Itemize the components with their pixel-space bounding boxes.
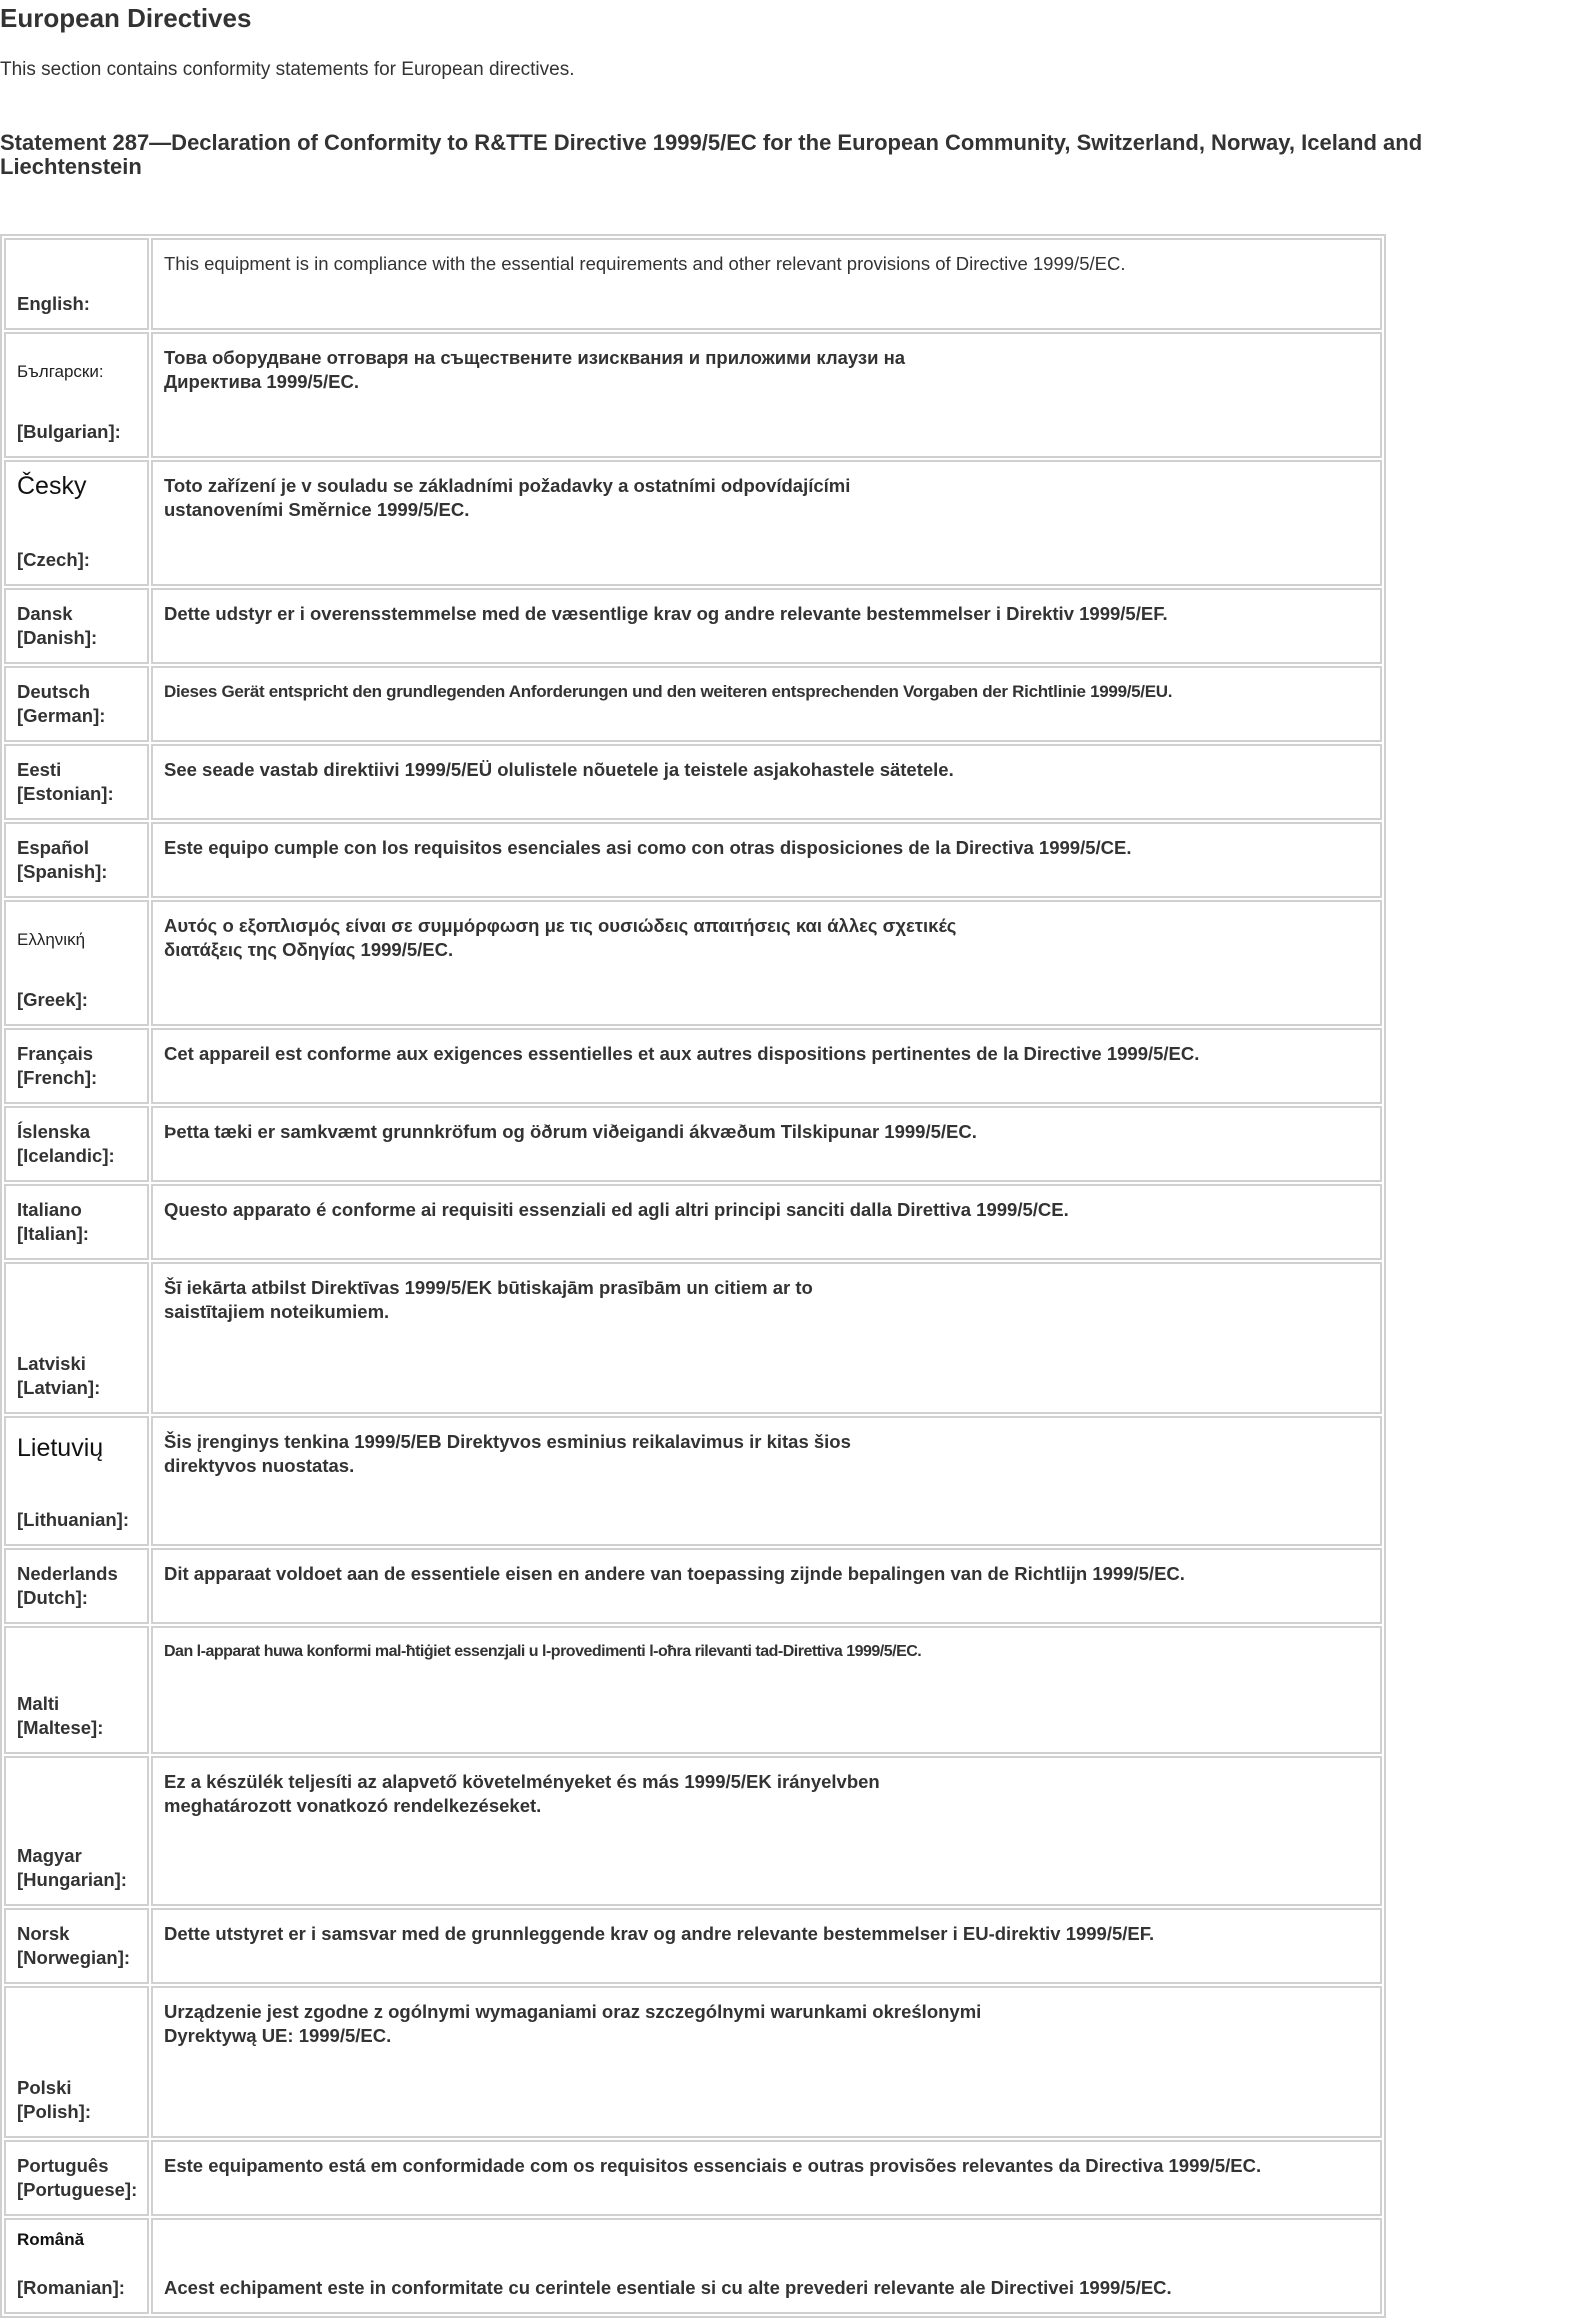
table-row [4,1106,1382,1182]
statement-text: Este equipamento está em conformidade com os requisitos essenciais e outras provisões relevantes da Directiva 1999/5/EC. [151,2140,1382,2216]
statement-text: Este equipo cumple con los requisitos esenciales asi como con otras disposiciones de la Directiva 1999/5/CE. [151,822,1382,898]
table-row [4,822,1382,898]
language-english: [Icelandic]: [17,1145,115,1166]
language-label [4,744,149,820]
language-label [4,1184,149,1260]
table-row [4,2218,1382,2314]
language-english: [Bulgarian]: [17,421,121,442]
language-native: Português [17,2155,109,2176]
table-row [4,1756,1382,1906]
language-native: Ελληνική [17,930,86,949]
statement-text: Това оборудване отговаря на съществените изисквания и приложими клаузи на Директива 1999/5/ЕС. [151,332,1382,458]
language-native: Polski [17,2077,72,2098]
language-native: Español [17,837,89,858]
language-native: Dansk [17,603,73,624]
language-native: Latviski [17,1353,86,1374]
table-row [4,1184,1382,1260]
language-english: [French]: [17,1067,98,1088]
language-label [4,1416,149,1546]
language-english: [Estonian]: [17,783,114,804]
language-label [4,460,149,586]
page-title: European Directives [0,3,252,33]
language-english: [Lithuanian]: [17,1509,130,1530]
language-english: [Romanian]: [17,2277,125,2298]
table-row [4,1908,1382,1984]
table-row [4,1548,1382,1624]
intro-text: This section contains conformity statements for European directives. [0,59,575,80]
language-native: Italiano [17,1199,82,1220]
language-native: Eesti [17,759,62,780]
language-label [4,1262,149,1414]
language-native: Deutsch [17,681,90,702]
statement-text: Urządzenie jest zgodne z ogólnymi wymaganiami oraz szczególnymi warunkami określonymi Dyrektywą UE: 1999/5/EC. [151,1986,1382,2138]
language-label [4,1756,149,1906]
statement-text: Toto zařízení je v souladu se základními požadavky a ostatními odpovídajícími ustanoveními Směrnice 1999/5/EC. [151,460,1382,586]
language-label [4,666,149,742]
language-label [4,1028,149,1104]
language-native: Malti [17,1693,60,1714]
language-english: [Italian]: [17,1223,89,1244]
statement-text: Cet appareil est conforme aux exigences essentielles et aux autres dispositions pertinentes de la Directive 1999/5/EC. [151,1028,1382,1104]
language-native: Íslenska [17,1121,91,1142]
table-row [4,1986,1382,2138]
language-native: Français [17,1043,94,1064]
language-label [4,1908,149,1984]
table-row [4,588,1382,664]
table-row [4,1262,1382,1414]
language-english: [Czech]: [17,549,90,570]
language-native: Česky [17,472,87,500]
language-label [4,1548,149,1624]
statement-text: See seade vastab direktiivi 1999/5/EÜ olulistele nõuetele ja teistele asjakohastele sätetele. [151,744,1382,820]
statement-text: Dette utstyret er i samsvar med de grunnleggende krav og andre relevante bestemmelser i EU-direktiv 1999/5/EF. [151,1908,1382,1984]
language-label [4,1106,149,1182]
language-english: [Maltese]: [17,1717,104,1738]
table-row [4,1626,1382,1754]
language-english: [Norwegian]: [17,1947,131,1968]
statement-text: Ez a készülék teljesíti az alapvető követelményeket és más 1999/5/EK irányelvben meghatározott vonatkozó rendelkezéseket. [151,1756,1382,1906]
statement-text: Dette udstyr er i overensstemmelse med de væsentlige krav og andre relevante bestemmelser i Direktiv 1999/5/EF. [151,588,1382,664]
language-english: English: [17,293,90,314]
table-row [4,666,1382,742]
language-english: [Latvian]: [17,1377,101,1398]
table-row [4,744,1382,820]
table-row [4,1028,1382,1104]
language-english: [Danish]: [17,627,98,648]
table-row [4,238,1382,330]
language-native: Nederlands [17,1563,118,1584]
statement-text: Dit apparaat voldoet aan de essentiele eisen en andere van toepassing zijnde bepalingen van de Richtlijn 1999/5/EC. [151,1548,1382,1624]
language-label [4,238,149,330]
table-row [4,1416,1382,1546]
language-english: [Polish]: [17,2101,91,2122]
statement-text: Dieses Gerät entspricht den grundlegenden Anforderungen und den weiteren entsprechenden Vorgaben der Richtlinie 1999/5/EU. [151,666,1382,742]
statement-text: Questo apparato é conforme ai requisiti essenziali ed agli altri principi sanciti dalla Direttiva 1999/5/CE. [151,1184,1382,1260]
language-label [4,900,149,1026]
language-english: [Greek]: [17,989,88,1010]
language-english: [Dutch]: [17,1587,88,1608]
language-label [4,1626,149,1754]
language-native: Română [17,2230,85,2249]
language-english: [Spanish]: [17,861,108,882]
statement-text: Þetta tæki er samkvæmt grunnkröfum og öðrum viðeigandi ákvæðum Tilskipunar 1999/5/EC. [151,1106,1382,1182]
language-native: Lietuvių [17,1434,104,1462]
statement-text: Šī iekārta atbilst Direktīvas 1999/5/EK būtiskajām prasībām un citiem ar to saistītajiem noteikumiem. [151,1262,1382,1414]
statement-heading: Statement 287—Declaration of Conformity to R&TTE Directive 1999/5/EC for the European Community, Switzerland, Norway, Iceland and Liechtenstein [0,130,1423,179]
statement-text: This equipment is in compliance with the essential requirements and other relevant provisions of Directive 1999/5/EC. [151,238,1382,330]
language-label [4,332,149,458]
language-label [4,1986,149,2138]
conformity-table [0,234,1386,2318]
language-native: Magyar [17,1845,82,1866]
language-english: [German]: [17,705,106,726]
language-english: [Portuguese]: [17,2179,138,2200]
statement-text: Acest echipament este in conformitate cu cerintele esentiale si cu alte prevederi relevante ale Directivei 1999/5/EC. [151,2218,1382,2314]
table-row [4,460,1382,586]
statement-text: Dan l-apparat huwa konformi mal-ħtiġiet essenzjali u l-provedimenti l-oħra rilevanti tad-Direttiva 1999/5/EC. [151,1626,1382,1754]
language-label [4,2218,149,2314]
table-row [4,900,1382,1026]
table-row [4,332,1382,458]
table-row [4,2140,1382,2216]
language-label [4,2140,149,2216]
language-label [4,822,149,898]
language-native: Norsk [17,1923,70,1944]
language-english: [Hungarian]: [17,1869,127,1890]
language-label [4,588,149,664]
language-native: Български: [17,362,104,381]
statement-text: Αυτός ο εξοπλισμός είναι σε συμμόρφωση με τις ουσιώδεις απαιτήσεις και άλλες σχετικές διατάξεις της Οδηγίας 1999/5/EC. [151,900,1382,1026]
statement-text: Šis įrenginys tenkina 1999/5/EB Direktyvos esminius reikalavimus ir kitas šios direktyvos nuostatas. [151,1416,1382,1546]
